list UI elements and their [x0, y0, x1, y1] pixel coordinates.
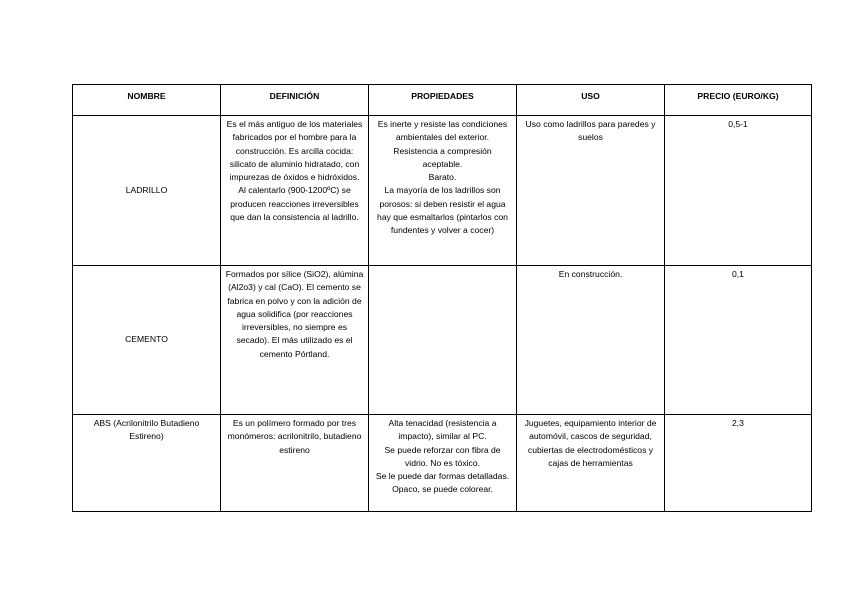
header-precio: PRECIO (EURO/KG) [665, 85, 812, 116]
table-row [73, 266, 812, 415]
cell-propiedades [369, 415, 517, 512]
cell-uso: Juguetes, equipamiento interior de automóvil, cascos de seguridad, cubiertas de electrodomésticos y cajas de herramientas [517, 415, 665, 512]
propiedades-line: Se le puede dar formas detalladas. Opaco, se puede colorear. [375, 471, 510, 495]
propiedades-line: Se puede reforzar con fibra de vidrio. No es tóxico. [384, 444, 501, 468]
cell-precio: 0,1 [665, 266, 812, 415]
cell-uso: En construcción. [517, 266, 665, 415]
materials-table [72, 84, 812, 512]
cell-propiedades [369, 116, 517, 266]
table-row [73, 116, 812, 266]
table-row [73, 415, 812, 512]
cell-definicion: Formados por sílice (SiO2), alúmina (Al2o3) y cal (CaO). El cemento se fabrica en polvo y con la adición de agua solidifica (por reacciones irreversibles, no siempre es secado). El más utilizado es el cemento Pórtland. [221, 266, 369, 415]
propiedades-line: La mayoría de los ladrillos son porosos: si deben resistir el agua hay que esmaltarlos (pintarlos con fundentes y volver a cocer) [377, 185, 508, 236]
cell-precio: 2,3 [665, 415, 812, 512]
cell-definicion: Es el más antiguo de los materiales fabricados por el hombre para la construcción. Es arcilla cocida: silicato de aluminio hidratado, con impurezas de óxidos e hidróxidos. Al calentarlo (900-1200ºC) se producen reacciones irreversibles que dan la consistencia al ladrillo. [221, 116, 369, 266]
header-propiedades: PROPIEDADES [369, 85, 517, 116]
propiedades-line: Alta tenacidad (resistencia a impacto), similar al PC. [388, 418, 497, 442]
propiedades-line: Es inerte y resiste las condiciones ambientales del exterior. Resistencia a compresión aceptable. [377, 119, 508, 169]
cell-definicion: Es un polímero formado por tres monómeros: acrilonitrilo, butadieno estireno [221, 415, 369, 512]
header-definicion: DEFINICIÓN [221, 85, 369, 116]
table-header-row [73, 85, 812, 116]
cell-nombre: ABS (Acrilonitrilo Butadieno Estireno) [73, 415, 221, 512]
cell-precio: 0,5-1 [665, 116, 812, 266]
header-nombre: NOMBRE [73, 85, 221, 116]
cell-nombre: CEMENTO [73, 266, 221, 415]
propiedades-line: Barato. [428, 172, 457, 183]
cell-nombre: LADRILLO [73, 116, 221, 266]
header-uso: USO [517, 85, 665, 116]
cell-propiedades [369, 266, 517, 415]
cell-uso: Uso como ladrillos para paredes y suelos [517, 116, 665, 266]
